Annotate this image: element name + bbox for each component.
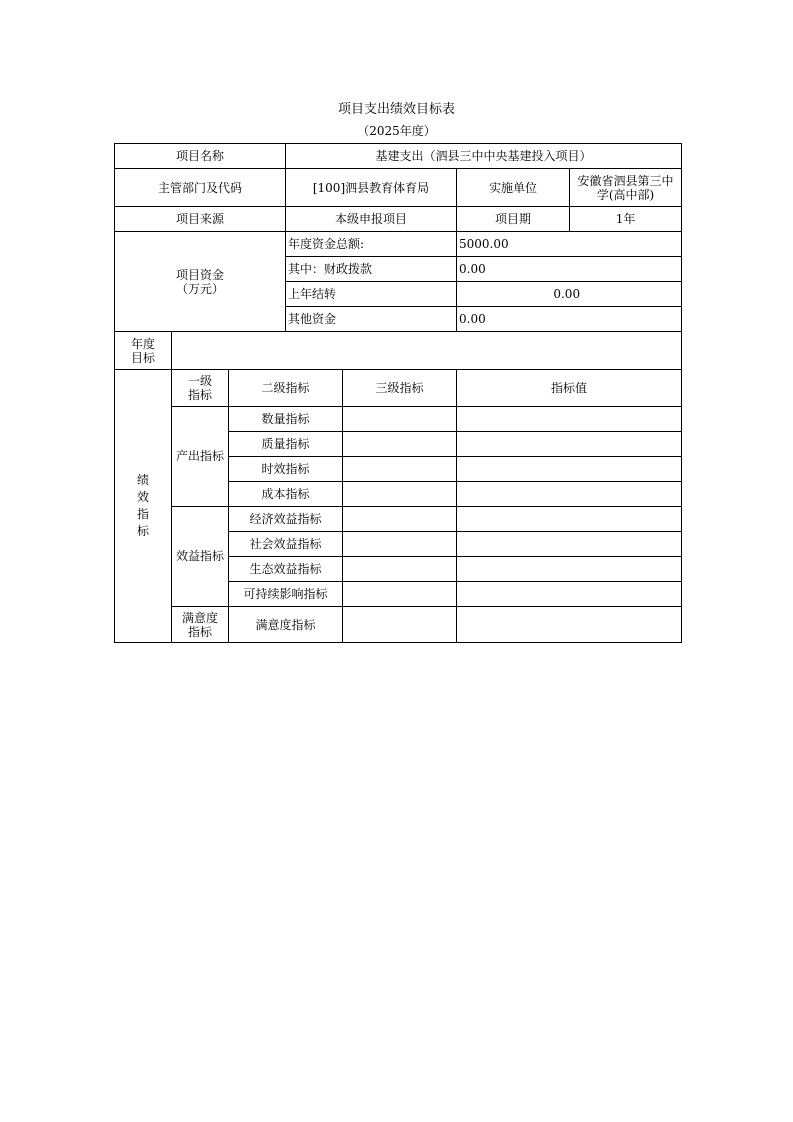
project-period-value: 1年	[570, 207, 682, 232]
header-level1: 一级 指标	[172, 370, 229, 407]
table-row	[115, 507, 682, 532]
performance-target-table	[114, 143, 682, 643]
project-name-label: 项目名称	[115, 144, 286, 169]
page-title: 项目支出绩效目标表	[337, 102, 455, 117]
level2-sustainable: 可持续影响指标	[229, 582, 343, 607]
funds-carryover-label: 上年结转	[286, 282, 457, 307]
annual-goal-label: 年度 目标	[115, 332, 172, 370]
funds-total-row	[115, 232, 682, 257]
level2-economic: 经济效益指标	[229, 507, 343, 532]
level3-cell	[343, 432, 457, 457]
annual-goal-value	[172, 332, 682, 370]
benefit-indicators-label: 效益指标	[172, 507, 229, 607]
project-funds-label: 项目资金 （万元）	[115, 232, 286, 332]
indicator-value-cell	[457, 432, 682, 457]
funds-carryover-value: 0.00	[457, 282, 682, 307]
level3-cell	[343, 532, 457, 557]
department-label: 主管部门及代码	[115, 169, 286, 207]
indicator-value-cell	[457, 507, 682, 532]
page-subtitle: （2025年度）	[357, 124, 436, 138]
indicator-value-cell	[457, 457, 682, 482]
project-period-label: 项目期	[457, 207, 570, 232]
level2-timeliness: 时效指标	[229, 457, 343, 482]
funds-total-value: 5000.00	[457, 232, 682, 257]
funds-fiscal-label: 其中：财政拨款	[286, 257, 457, 282]
performance-indicators-label	[115, 370, 172, 643]
indicator-value-cell	[457, 407, 682, 432]
department-row	[115, 169, 682, 207]
project-source-value: 本级申报项目	[286, 207, 457, 232]
annual-goal-row	[115, 332, 682, 370]
indicator-value-cell	[457, 482, 682, 507]
level2-ecological: 生态效益指标	[229, 557, 343, 582]
level2-quality: 质量指标	[229, 432, 343, 457]
level2-satisfaction: 满意度指标	[229, 607, 343, 643]
indicator-value-cell	[457, 607, 682, 643]
level3-cell	[343, 582, 457, 607]
funds-other-label: 其他资金	[286, 307, 457, 332]
department-value: [100]泗县教育体育局	[286, 169, 457, 207]
level3-cell	[343, 507, 457, 532]
funds-other-value: 0.00	[457, 307, 682, 332]
funds-total-label: 年度资金总额:	[286, 232, 457, 257]
output-indicators-label: 产出指标	[172, 407, 229, 507]
indicator-value-cell	[457, 557, 682, 582]
project-source-row	[115, 207, 682, 232]
implementing-unit-value: 安徽省泗县第三中学(高中部)	[570, 169, 682, 207]
satisfaction-indicators-label: 满意度 指标	[172, 607, 229, 643]
performance-indicators-text: 绩效指标	[136, 473, 149, 538]
header-level3: 三级指标	[343, 370, 457, 407]
table-row	[115, 607, 682, 643]
level2-cost: 成本指标	[229, 482, 343, 507]
level3-cell	[343, 607, 457, 643]
performance-header-row	[115, 370, 682, 407]
table-row	[115, 407, 682, 432]
header-level2: 二级指标	[229, 370, 343, 407]
indicator-value-cell	[457, 532, 682, 557]
level3-cell	[343, 482, 457, 507]
indicator-value-cell	[457, 582, 682, 607]
project-source-label: 项目来源	[115, 207, 286, 232]
project-name-value: 基建支出（泗县三中中央基建投入项目）	[286, 144, 682, 169]
level3-cell	[343, 557, 457, 582]
header-indicator-value: 指标值	[457, 370, 682, 407]
implementing-unit-label: 实施单位	[457, 169, 570, 207]
level3-cell	[343, 407, 457, 432]
project-name-row	[115, 144, 682, 169]
level2-social: 社会效益指标	[229, 532, 343, 557]
level2-quantity: 数量指标	[229, 407, 343, 432]
funds-fiscal-value: 0.00	[457, 257, 682, 282]
level3-cell	[343, 457, 457, 482]
